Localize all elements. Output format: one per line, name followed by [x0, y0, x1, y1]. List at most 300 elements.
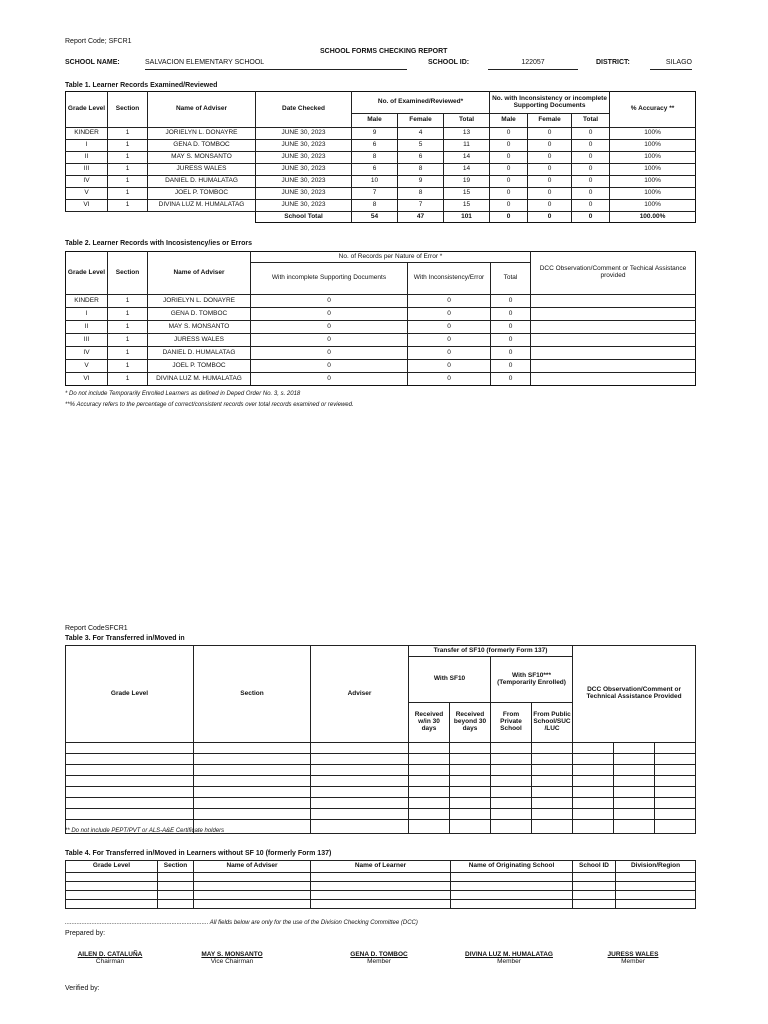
- t4-cell: [66, 882, 158, 891]
- t3-cell: [532, 798, 573, 809]
- report-title: SCHOOL FORMS CHECKING REPORT: [320, 48, 448, 55]
- signatory-2: [182, 951, 282, 965]
- t4-cell: [158, 891, 194, 900]
- t3-transfer-header: Transfer of SF10 (formerly Form 137): [409, 646, 573, 657]
- t1-cell-total: 15: [444, 200, 490, 212]
- t1-cell-inc-male: 0: [490, 140, 528, 152]
- t4-cell: [311, 891, 451, 900]
- t4-cell: [616, 882, 696, 891]
- t4-cell: [66, 873, 158, 882]
- table-row: [66, 295, 696, 308]
- table3-note: ** Do not include PEPT/PVT or ALS-A&E Certificate holders: [65, 828, 225, 834]
- t4-cell: [451, 882, 573, 891]
- t1-total-female: 47: [398, 212, 444, 223]
- t4-cell: [573, 900, 616, 909]
- t3-cell: [614, 765, 655, 776]
- t1-cell-date: JUNE 30, 2023: [256, 188, 352, 200]
- school-name-value: SALVACION ELEMENTARY SCHOOL: [145, 59, 407, 70]
- t3-cell: [491, 820, 532, 834]
- t1-cell-grade: III: [66, 164, 108, 176]
- t2-cell-incomplete: 0: [251, 373, 408, 386]
- t4-cell: [158, 900, 194, 909]
- t2-cell-inconsistency: 0: [408, 347, 491, 360]
- t2-cell-dcc: [531, 360, 696, 373]
- table-row: [66, 873, 696, 882]
- t1-cell-adviser: JOEL P. TOMBOC: [148, 188, 256, 200]
- table2-note2: **% Accuracy refers to the percentage of correct/consistent records over total records examined or reviewed.: [65, 402, 354, 408]
- table1-caption: Table 1. Learner Records Examined/Reviewed: [65, 82, 218, 89]
- report-code: Report Code; SFCR1: [65, 38, 132, 45]
- t3-within30-header: Received w/in 30 days: [409, 703, 450, 743]
- table4-without-sf10: [65, 860, 696, 909]
- t2-cell-section: 1: [108, 360, 148, 373]
- signatory-4-name: DIVINA LUZ M. HUMALATAG: [465, 951, 553, 958]
- t3-cell: [532, 754, 573, 765]
- t1-cell-total: 11: [444, 140, 490, 152]
- t1-cell-total: 14: [444, 152, 490, 164]
- t3-beyond30-header: Received beyond 30 days: [450, 703, 491, 743]
- t3-cell: [450, 765, 491, 776]
- t3-cell: [532, 787, 573, 798]
- t1-cell-total: 19: [444, 176, 490, 188]
- t3-cell: [194, 809, 311, 820]
- t3-cell: [450, 798, 491, 809]
- t2-inconsistency-header: With Inconsistency/Error: [408, 263, 491, 295]
- t4-cell: [616, 891, 696, 900]
- t2-grade-header: Grade Level: [66, 252, 108, 295]
- t1-total-inc-total: 0: [572, 212, 610, 223]
- t1-cell-female: 9: [398, 176, 444, 188]
- t1-total-inc-female: 0: [528, 212, 572, 223]
- t3-cell: [573, 765, 614, 776]
- t2-cell-adviser: MAY S. MONSANTO: [148, 321, 251, 334]
- t3-cell: [66, 798, 194, 809]
- t1-cell-inc-total: 0: [572, 152, 610, 164]
- t2-cell-adviser: GENA D. TOMBOC: [148, 308, 251, 321]
- t3-cell: [491, 809, 532, 820]
- t2-cell-inconsistency: 0: [408, 295, 491, 308]
- table-row: [66, 900, 696, 909]
- t3-cell: [614, 743, 655, 754]
- t3-adviser-header: Adviser: [311, 646, 409, 743]
- table-row: [66, 308, 696, 321]
- t3-cell: [311, 743, 409, 754]
- t2-cell-dcc: [531, 295, 696, 308]
- t2-cell-section: 1: [108, 373, 148, 386]
- t4-cell: [311, 873, 451, 882]
- t1-cell-accuracy: 100%: [610, 152, 696, 164]
- t3-cell: [532, 743, 573, 754]
- t2-section-header: Section: [108, 252, 148, 295]
- t2-incomplete-header: With incomplete Supporting Documents: [251, 263, 408, 295]
- prepared-by-label: Prepared by:: [65, 930, 106, 937]
- t1-cell-female: 4: [398, 128, 444, 140]
- t3-cell: [409, 765, 450, 776]
- t2-cell-inconsistency: 0: [408, 360, 491, 373]
- t3-cell: [409, 820, 450, 834]
- t4-cell: [573, 882, 616, 891]
- t3-cell: [655, 820, 696, 834]
- t2-cell-grade: VI: [66, 373, 108, 386]
- t4-cell: [194, 891, 311, 900]
- t3-dcc-header: DCC Observation/Comment or Technical Assistance Provided: [573, 646, 696, 743]
- t3-cell: [311, 754, 409, 765]
- t1-cell-accuracy: 100%: [610, 176, 696, 188]
- t3-cell: [614, 798, 655, 809]
- t1-total-male: 54: [352, 212, 398, 223]
- t2-cell-total: 0: [491, 295, 531, 308]
- t2-cell-dcc: [531, 347, 696, 360]
- t3-cell: [655, 798, 696, 809]
- t2-cell-total: 0: [491, 334, 531, 347]
- table-row: [66, 128, 696, 140]
- t1-inconsistency-header: No. with Inconsistency or incomplete Supporting Documents: [490, 92, 610, 114]
- t1-grade-header: Grade Level: [66, 92, 108, 128]
- district-label: DISTRICT:: [596, 59, 630, 66]
- t3-cell: [614, 787, 655, 798]
- t3-cell: [491, 776, 532, 787]
- signatory-2-name: MAY S. MONSANTO: [201, 951, 263, 958]
- t3-cell: [532, 765, 573, 776]
- t3-cell: [66, 776, 194, 787]
- t2-cell-inconsistency: 0: [408, 334, 491, 347]
- t3-cell: [450, 809, 491, 820]
- t1-total2-header: Total: [572, 114, 610, 128]
- t3-cell: [450, 820, 491, 834]
- t2-cell-incomplete: 0: [251, 334, 408, 347]
- t3-cell: [532, 809, 573, 820]
- t1-cell-adviser: DANIEL D. HUMALATAG: [148, 176, 256, 188]
- t1-cell-inc-male: 0: [490, 200, 528, 212]
- table3-report-code: Report CodeSFCR1: [65, 625, 128, 632]
- t4-header-4: Name of Originating School: [451, 861, 573, 873]
- t2-cell-dcc: [531, 334, 696, 347]
- table4-caption: Table 4. For Transferred in/Moved in Learners without SF 10 (formerly Form 137): [65, 850, 332, 857]
- t1-cell-accuracy: 100%: [610, 164, 696, 176]
- t1-cell-inc-total: 0: [572, 164, 610, 176]
- t4-cell: [573, 891, 616, 900]
- t3-cell: [573, 743, 614, 754]
- table-row: [66, 765, 696, 776]
- signatory-5-name: JURESS WALES: [607, 951, 659, 958]
- t4-cell: [194, 873, 311, 882]
- t1-cell-inc-female: 0: [528, 176, 572, 188]
- t1-accuracy-header: % Accuracy **: [610, 92, 696, 128]
- t3-cell: [532, 776, 573, 787]
- t1-cell-grade: IV: [66, 176, 108, 188]
- t2-cell-total: 0: [491, 321, 531, 334]
- t1-cell-accuracy: 100%: [610, 200, 696, 212]
- t4-header-3: Name of Learner: [311, 861, 451, 873]
- district-value: SILAGO: [650, 59, 692, 70]
- t2-cell-grade: KINDER: [66, 295, 108, 308]
- t1-cell-section: 1: [108, 188, 148, 200]
- t2-cell-incomplete: 0: [251, 360, 408, 373]
- t1-cell-adviser: GENA D. TOMBOC: [148, 140, 256, 152]
- t2-cell-section: 1: [108, 295, 148, 308]
- t3-cell: [194, 787, 311, 798]
- table-row: [66, 776, 696, 787]
- t3-cell: [409, 754, 450, 765]
- t1-total-accuracy: 100.00%: [610, 212, 696, 223]
- t3-public-header: From Public School/SUC /LUC: [532, 703, 573, 743]
- t4-header-6: Division/Region: [616, 861, 696, 873]
- t2-cell-grade: II: [66, 321, 108, 334]
- t1-cell-inc-male: 0: [490, 188, 528, 200]
- t1-cell-accuracy: 100%: [610, 128, 696, 140]
- t3-cell: [491, 743, 532, 754]
- table-row: [66, 347, 696, 360]
- t3-cell: [573, 798, 614, 809]
- t3-with-sf10-header: With SF10: [409, 657, 491, 703]
- t1-cell-male: 10: [352, 176, 398, 188]
- t1-cell-adviser: DIVINA LUZ M. HUMALATAG: [148, 200, 256, 212]
- t1-cell-inc-female: 0: [528, 164, 572, 176]
- t3-cell: [450, 776, 491, 787]
- t3-section-header: Section: [194, 646, 311, 743]
- table2-note1: * Do not include Temporarily Enrolled Learners as defined in Deped Order No. 3, s. 2018: [65, 391, 301, 397]
- t1-cell-male: 8: [352, 152, 398, 164]
- t1-cell-date: JUNE 30, 2023: [256, 140, 352, 152]
- t3-cell: [614, 809, 655, 820]
- table-row: [66, 798, 696, 809]
- table-row: [66, 360, 696, 373]
- t1-cell-inc-male: 0: [490, 128, 528, 140]
- t1-cell-section: 1: [108, 176, 148, 188]
- table-row: [66, 176, 696, 188]
- t3-cell: [655, 809, 696, 820]
- t3-cell: [450, 787, 491, 798]
- signatory-5-role: Member: [621, 958, 645, 965]
- table-row: [66, 743, 696, 754]
- t1-cell-inc-total: 0: [572, 140, 610, 152]
- t3-cell: [311, 765, 409, 776]
- t3-cell: [311, 809, 409, 820]
- t4-cell: [194, 882, 311, 891]
- t2-cell-grade: IV: [66, 347, 108, 360]
- school-name-label: SCHOOL NAME:: [65, 59, 120, 66]
- t1-cell-section: 1: [108, 164, 148, 176]
- dcc-note: ...................................................................................... All fields below are only for the use of the Division Checking Committee (DCC): [65, 920, 418, 926]
- t1-cell-adviser: JORIELYN L. DONAYRE: [148, 128, 256, 140]
- t4-header-1: Section: [158, 861, 194, 873]
- signatory-1-role: Chairman: [95, 958, 125, 965]
- t3-cell: [409, 798, 450, 809]
- t1-cell-date: JUNE 30, 2023: [256, 164, 352, 176]
- t2-cell-grade: I: [66, 308, 108, 321]
- t4-cell: [311, 900, 451, 909]
- table-row: [66, 152, 696, 164]
- t3-cell: [66, 787, 194, 798]
- t2-dcc-header: DCC Observation/Comment or Techical Assistance provided: [531, 252, 696, 295]
- t4-cell: [311, 882, 451, 891]
- t4-header-0: Grade Level: [66, 861, 158, 873]
- t1-cell-inc-male: 0: [490, 176, 528, 188]
- verified-by-label: Verified by:: [65, 985, 100, 992]
- t2-cell-section: 1: [108, 308, 148, 321]
- t3-cell: [194, 754, 311, 765]
- table2-caption: Table 2. Learner Records with Incosistency/ies or Errors: [65, 240, 252, 247]
- t3-cell: [573, 776, 614, 787]
- t3-cell: [66, 809, 194, 820]
- t1-cell-date: JUNE 30, 2023: [256, 176, 352, 188]
- t3-cell: [409, 776, 450, 787]
- table1-learner-records: [65, 91, 696, 223]
- t3-cell: [311, 798, 409, 809]
- t1-cell-date: JUNE 30, 2023: [256, 200, 352, 212]
- t1-adviser-header: Name of Adviser: [148, 92, 256, 128]
- signatory-3: [329, 951, 429, 965]
- signatory-1-name: AILEN D. CATALUÑA: [77, 951, 143, 958]
- t3-cell: [311, 787, 409, 798]
- signatory-4: [459, 951, 559, 965]
- table-row: [66, 754, 696, 765]
- t4-cell: [573, 873, 616, 882]
- t1-cell-male: 8: [352, 200, 398, 212]
- t2-cell-incomplete: 0: [251, 321, 408, 334]
- t1-male2-header: Male: [490, 114, 528, 128]
- t1-cell-grade: II: [66, 152, 108, 164]
- t2-cell-grade: III: [66, 334, 108, 347]
- t2-cell-adviser: JOEL P. TOMBOC: [148, 360, 251, 373]
- table-row: [66, 787, 696, 798]
- t3-cell: [66, 754, 194, 765]
- t4-cell: [158, 882, 194, 891]
- school-id-label: SCHOOL ID:: [428, 59, 470, 66]
- t2-cell-inconsistency: 0: [408, 321, 491, 334]
- t2-cell-adviser: DIVINA LUZ M. HUMALATAG: [148, 373, 251, 386]
- table-row: [66, 200, 696, 212]
- t1-total-inc-male: 0: [490, 212, 528, 223]
- t3-cell: [491, 765, 532, 776]
- t1-cell-total: 13: [444, 128, 490, 140]
- t3-cell: [409, 809, 450, 820]
- t2-cell-total: 0: [491, 373, 531, 386]
- t1-cell-section: 1: [108, 140, 148, 152]
- t3-private-header: From Private School: [491, 703, 532, 743]
- t1-cell-adviser: MAY S. MONSANTO: [148, 152, 256, 164]
- t1-cell-grade: V: [66, 188, 108, 200]
- t3-cell: [66, 765, 194, 776]
- t2-cell-total: 0: [491, 308, 531, 321]
- t1-section-header: Section: [108, 92, 148, 128]
- t2-cell-inconsistency: 0: [408, 373, 491, 386]
- t3-cell: [655, 765, 696, 776]
- t2-cell-section: 1: [108, 347, 148, 360]
- t1-cell-section: 1: [108, 200, 148, 212]
- t3-cell: [194, 743, 311, 754]
- table-row: [66, 140, 696, 152]
- t3-cell: [450, 754, 491, 765]
- t1-cell-adviser: JURESS WALES: [148, 164, 256, 176]
- t1-date-header: Date Checked: [256, 92, 352, 128]
- t1-cell-inc-female: 0: [528, 128, 572, 140]
- t1-total-label: School Total: [256, 212, 352, 223]
- t1-examined-header: No. of Examined/Reviewed*: [352, 92, 490, 114]
- t1-cell-inc-female: 0: [528, 152, 572, 164]
- t2-cell-section: 1: [108, 334, 148, 347]
- t3-cell: [450, 743, 491, 754]
- t2-cell-dcc: [531, 308, 696, 321]
- t3-cell: [409, 787, 450, 798]
- table3-caption: Table 3. For Transferred in/Moved in: [65, 635, 185, 642]
- t3-cell: [573, 809, 614, 820]
- signatory-4-role: Member: [497, 958, 521, 965]
- t3-cell: [409, 743, 450, 754]
- t1-cell-section: 1: [108, 152, 148, 164]
- t4-cell: [158, 873, 194, 882]
- t1-total-header: Total: [444, 114, 490, 128]
- t1-cell-inc-total: 0: [572, 128, 610, 140]
- t1-cell-section: 1: [108, 128, 148, 140]
- t1-cell-female: 8: [398, 188, 444, 200]
- t1-cell-inc-female: 0: [528, 140, 572, 152]
- t3-grade-header: Grade Level: [66, 646, 194, 743]
- t3-cell: [573, 820, 614, 834]
- t4-cell: [451, 873, 573, 882]
- t4-cell: [66, 891, 158, 900]
- t3-cell: [573, 787, 614, 798]
- t4-cell: [616, 900, 696, 909]
- t2-cell-section: 1: [108, 321, 148, 334]
- signatory-1: [60, 951, 160, 965]
- t1-cell-inc-male: 0: [490, 152, 528, 164]
- t1-cell-inc-female: 0: [528, 188, 572, 200]
- t1-cell-female: 5: [398, 140, 444, 152]
- t3-cell: [491, 798, 532, 809]
- t1-cell-male: 7: [352, 188, 398, 200]
- t1-female-header: Female: [398, 114, 444, 128]
- t3-cell: [655, 787, 696, 798]
- t2-adviser-header: Name of Adviser: [148, 252, 251, 295]
- table-row: [66, 164, 696, 176]
- t4-cell: [194, 900, 311, 909]
- table-row: [66, 882, 696, 891]
- t1-cell-accuracy: 100%: [610, 188, 696, 200]
- t1-cell-grade: KINDER: [66, 128, 108, 140]
- t3-cell: [655, 754, 696, 765]
- t1-cell-total: 15: [444, 188, 490, 200]
- t1-cell-male: 6: [352, 140, 398, 152]
- t1-total-total: 101: [444, 212, 490, 223]
- t1-cell-female: 6: [398, 152, 444, 164]
- t1-cell-male: 6: [352, 164, 398, 176]
- t1-cell-inc-total: 0: [572, 200, 610, 212]
- t2-nature-header: No. of Records per Nature of Error *: [251, 252, 531, 263]
- table-row: [66, 891, 696, 900]
- t2-cell-incomplete: 0: [251, 347, 408, 360]
- t3-cell: [655, 743, 696, 754]
- t4-cell: [66, 900, 158, 909]
- t3-cell: [614, 820, 655, 834]
- t2-cell-dcc: [531, 321, 696, 334]
- table-row: [66, 373, 696, 386]
- table2-records-with-errors: [65, 251, 696, 386]
- table-row: [66, 321, 696, 334]
- table-row: [66, 809, 696, 820]
- t2-cell-total: 0: [491, 360, 531, 373]
- t4-header-5: School ID: [573, 861, 616, 873]
- t1-cell-female: 7: [398, 200, 444, 212]
- t1-cell-female: 8: [398, 164, 444, 176]
- t1-cell-inc-male: 0: [490, 164, 528, 176]
- t3-cell: [194, 765, 311, 776]
- t2-cell-adviser: JURESS WALES: [148, 334, 251, 347]
- t1-cell-inc-total: 0: [572, 188, 610, 200]
- t4-header-2: Name of Adviser: [194, 861, 311, 873]
- t4-cell: [616, 873, 696, 882]
- t3-cell: [532, 820, 573, 834]
